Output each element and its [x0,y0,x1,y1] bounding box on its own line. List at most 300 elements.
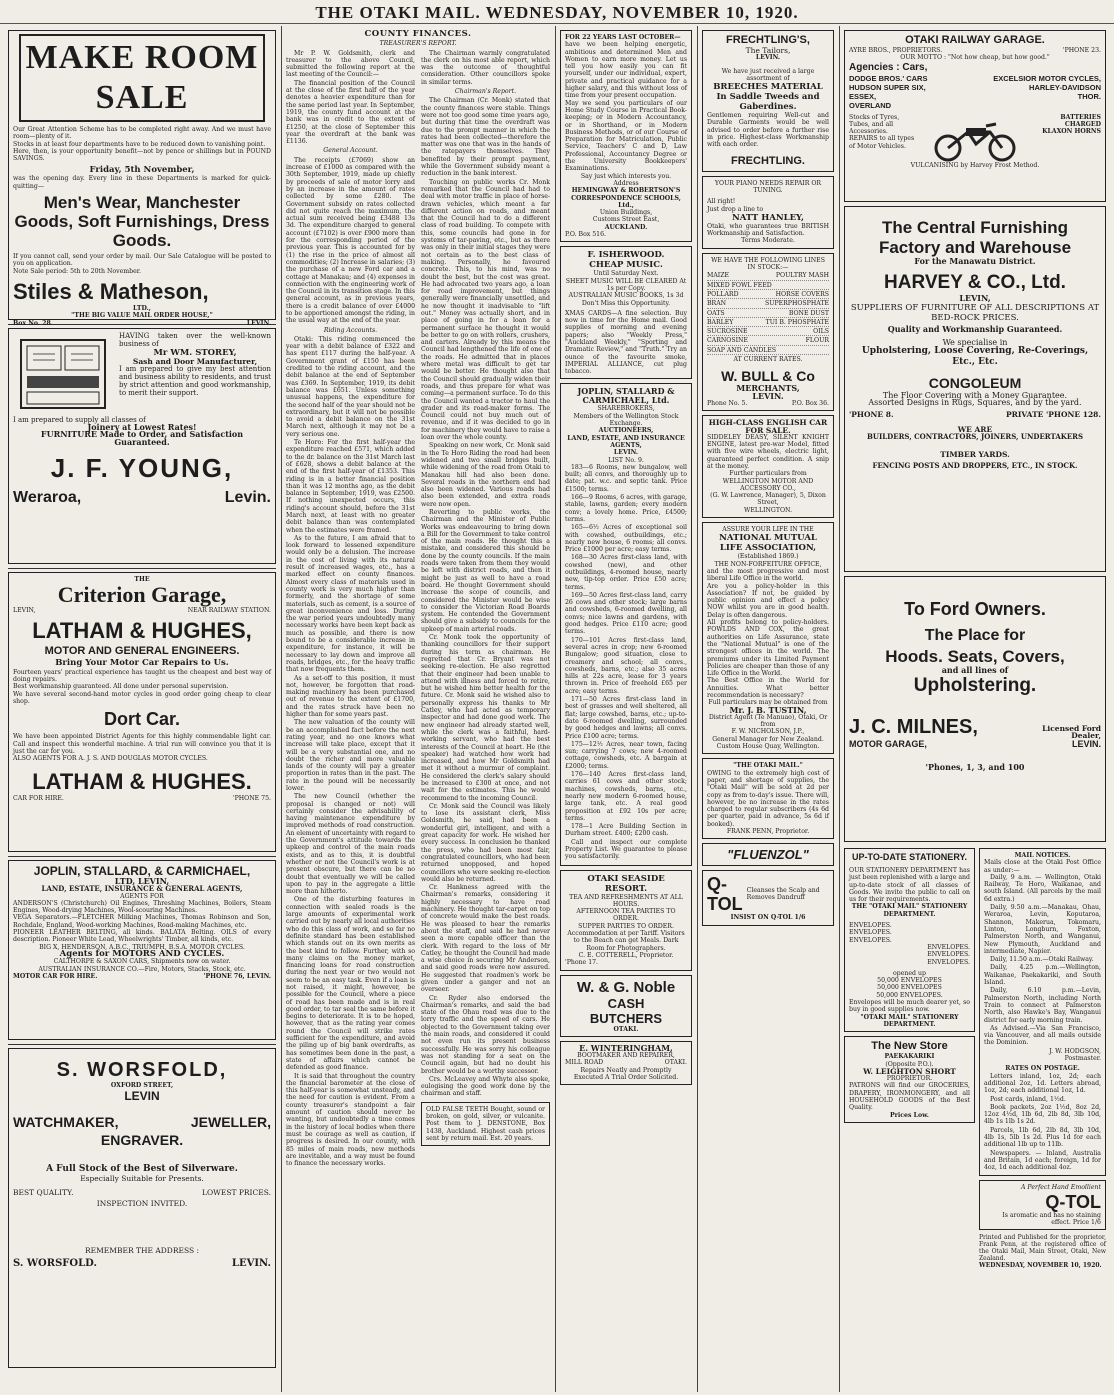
article-paragraph: Speaking on new work, Cr. Monk said in the Te Horo Riding the road had been widened and two small bridges built, while widening of the road from Otaki to Manakau hill had also been done. Several roads in the northern end had also been widened. Various roads had also been extended, and extra roads were now open. [421,442,550,508]
ad-text: All right! [707,198,736,206]
ad-text: ENVELOPES. [849,922,892,930]
ad-text: We have several second-hand motor cycles in good order going cheap to clear shop. [13,690,271,706]
mail-notices [979,848,1106,1176]
ad-text: Licensed Ford Dealer, [1042,723,1101,740]
ad-text: HAVING taken over the well-known business of [119,332,271,348]
town: OTAKI. [613,1025,639,1033]
column-2 [282,26,554,1392]
firm-name: W. & G. Noble [576,978,676,996]
ad-text: Upholstering, Loose Covering, Re-Coverings, Etc., Etc. [861,346,1089,368]
ad-text: "OTAKI MAIL" STATIONERY DEPARTMENT. [860,1013,959,1028]
property-listing: Call and inspect our complete Property List. We guarantee to please you satisfactorily. [565,838,687,861]
sale-goods: Men's Wear, Manchester Goods, Soft Furnishings, Dress Goods. [14,193,270,251]
firm-name: W. BULL & Co [721,368,815,385]
car-agencies [849,74,927,110]
noble-butchers-ad [560,975,692,1037]
slogan: "THE BIG VALUE MAIL ORDER HOUSE," [71,312,213,320]
column-5-lower-right [979,846,1106,1269]
address-row [13,973,271,980]
make-room-sale-ad [8,30,276,327]
ad-heading: To Ford Owners. [904,599,1046,619]
ad-text: PROPRIETOR. [886,1075,933,1083]
property-listing: 165—6½ Acres of exceptional soil with cowshed, outbuildings, etc.; nearly new house, 6 rooms; all convs. Price £1000 per acre; easy terms. [565,524,687,554]
ad-text: May we send you particulars of our Home Study Course in Practical Book-keeping; or in Modern Accountancy, or in Shorthand, or in Modern Business Methods, or of our Course of Preparation for Matriculation, Public Service, Teachers' C and D, Law Professional, Accountancy Degree or the University Bookkeepers' Examinations. [565,99,687,173]
town: LEVIN. [752,390,784,401]
ad-text: VEGA Separators.—FLETCHER Milking Machines, Thomas Robinson and Son, Rochdale, England, Wood-working Machines, Road-making Machines, etc. [13,914,271,929]
ad-heading: Dort Car. [103,709,181,730]
property-listing: 183—6 Rooms, new bungalow, well built; all convs, and thoroughly up to date; pat. w.c. and septic tank. Price £1500; terms. [565,463,687,493]
column-1 [4,26,280,1392]
phone: 'PHONE 75. [232,794,271,802]
stock-row [707,300,829,308]
stock-row [707,337,829,345]
stationery-ad [844,848,975,1032]
article-paragraph: Cr. Hankness agreed with the Chairman's remarks, considering it highly necessary to have road machinery. He thought tar-carpet on top of concrete would make the best roads. He was pleased to hear the remarks about the staff, and said he had never seen a more capable officer than the clerk. With regard to the loss of Mr Catley, he thought the Council had made a wise choice in securing Mr Anderson, and said good roads were now assured. He suggested that roadmen's work be given under a ganger and not an overseer. [421,884,550,994]
ad-text: MERCHANTS, [736,383,800,394]
address-row [13,488,271,508]
ad-text: We specialise in [942,337,1008,347]
natt-hanley-ad [702,176,834,249]
ad-text: Assorted Designs in Rugs, Squares, and by the yard. [868,398,1082,408]
article-column-right [421,50,550,1169]
address-row [565,1059,687,1066]
ad-text: MOTOR CAR FOR HIRE. [13,972,98,980]
ad-text: F. W. NICHOLSON, J.P., [731,728,805,736]
street: MILL ROAD [565,1059,604,1067]
stock-row [707,272,829,280]
ad-heading: Agencies : Cars, [849,61,928,73]
young-joinery-ad [8,328,276,564]
stock-item: SUCROSINE [707,328,748,336]
ad-text: AT CURRENT RATES. [733,356,803,364]
address-row [13,320,271,327]
firm-name: LATHAM & HUGHES. [32,768,252,794]
ad-text: LTD., [133,304,151,312]
article-paragraph: One of the disturbing features in connection with sealed roads is the large amounts of experimental work carried out by nearly all local authorities who do this class of work, and so far no definite standard has been established which stands out on its own merits as the best kind to follow. Further, with so many claims on the money market, financing loans for road construction during the next year or two would not seem to be an easy task. Even if a loan is not raised, it might, however, be possible for the Council, where a piece of road has been made and is in real good order, to tar seal the same before it begins to deteriorate. It is to be hoped, however, that as the rating year comes round the Council will strike rates sufficient for the expenditure, and avoid the piling up of big bank overdrafts, as has sometimes been done in the past, a state of affairs which cannot be defended as good finance. [286,896,415,1072]
column-5 [840,26,1110,1392]
ad-text: Terms Moderate. [741,237,795,245]
property-listing: 171—50 Acres first-class land in best of grasses and well sheltered, all flat; large cowshed, barns, etc.; up-to-date 6-roomed dwelling, surrounded by good hedges and lawns; all convs. Price £100 acre; terms. [565,696,687,740]
ad-heading: FOR 22 YEARS LAST OCTOBER— [565,34,681,41]
motorcycle-icon [930,114,1020,162]
ad-text: Repairs Neatly and Promptly Executed A Trial Order Solicited. [573,1066,679,1082]
frechtling-tailors-ad [702,30,834,172]
address: WELLINGTON. [743,506,793,514]
firm-name: JOPLIN, STALLARD & CARMICHAEL, Ltd. [577,386,675,406]
ad-text: 50,000 ENVELOPES [877,984,942,992]
isherwood-music-ad [560,246,692,379]
signature: FRANK PENN, Proprietor. [726,828,810,836]
ad-text: Members of the Wellington Stock Exchange. [573,412,679,428]
ad-text: KLAXON HORNS [1042,128,1101,136]
garage-row [849,739,1101,750]
ad-text: YOUR PIANO NEEDS REPAIR OR TUNING. [714,179,822,194]
ad-text: AUSTRALIAN INSURANCE CO.—Fire, Motors, Stacks, Stock, etc. [38,965,246,973]
ad-text: The Best Office in the World for Annuities. What better recommendation is necessary? [707,677,829,699]
ad-text: SUPPLIERS OF FURNITURE OF ALL DESCRIPTIONS AT BED-ROCK PRICES. [850,302,1100,323]
article-paragraph: As a set-off to this position, it must not, however, be forgotten that road-making machinery has been purchased out of revenue to the extent of £1700, and the rates struck have been no higher than for some years past. [286,674,415,719]
town: LEVIN [124,1089,160,1104]
garage-name: Criterion Garage, [57,582,227,608]
stock-item: BARLEY [707,318,734,326]
phone: Phone No. 5. [707,399,748,407]
worsfold-jeweller-ad [8,1048,276,1368]
imprint-date: WEDNESDAY, NOVEMBER 10, 1920. [978,1262,1102,1270]
firm-name: J. C. MILNES, [849,716,978,739]
firm-name: OTAKI SEASIDE RESORT. [587,873,665,894]
ad-text: Is aromatic and has no staining effect. Price 1/6 [1002,1211,1101,1227]
stock-item: OATS [707,309,725,317]
phone: 'Phone 17. [565,959,599,967]
ad-text: OUR STATIONERY DEPARTMENT has just been replenished with a large and up-to-date stock of all classes of Goods. We invite the public to call on us for their requirements. [849,867,970,904]
stock-row [707,291,829,299]
ad-text: THE [134,576,150,583]
agent-name: Mr. J. B. TUSTIN, [729,704,807,715]
q-tol-emollient-ad [979,1180,1106,1230]
article-paragraph: Cr. Monk said the Council was likely to lose its assistant clerk, Miss Goldsmith, he said, had been a wonderful girl, intelligent, and with a great capacity for work. He wished her every success. In conclusion he thanked the press, who had been most fair, congratulated councillors, who had been returned unopposed, and hoped councillors who were seeking re-election would also be returned. [421,802,550,883]
ad-text: BOOTMAKER AND REPAIRER, [577,1052,675,1060]
ad-heading: UP-TO-DATE STATIONERY. [851,852,967,862]
ad-text: LAND, ESTATE, INSURANCE & GENERAL AGENTS, [41,884,243,894]
ford-owners-ad [844,576,1106,842]
property-listing: 169—50 Acres first-class land, carry 26 cows and other stock; large barns and cowsheds, 6-roomed dwelling, all convs; nice lawns and gardens, with good hedges. Price £110 acre; good terms. [565,591,687,636]
postage-rate-item: Post cards, inland, 1½d. [989,1095,1066,1103]
mail-notice-item: Daily, 9.50 a.m.—Manakau, Ohau, Weraroa, Levin, Koputaroa, Shannon, Makerua, Tokomaru, Linton, Longburn, Foxton, Palmerston North, and Wanganui, New Plymouth, Auckland and intermediate, Napier. [983,904,1101,955]
ad-text: The Floor Covering with a Money Guarantee. [882,391,1068,401]
ad-text: Cleanses the Scalp and Removes Dandruff [746,887,820,902]
ad-text: We have been appointed District Agents for this highly commendable light car. Call and inspect this wonderful machine. A trial run will convince you that it is just the car for you. [13,733,271,755]
town: Weraroa, [13,488,82,506]
town: LEVIN. [246,319,271,327]
central-furnishing-ad [844,206,1106,572]
article-subhead: General Account. [323,147,378,155]
ad-text: Bring Your Motor Car Repairs to Us. [55,657,229,668]
ad-text: LOWEST PRICES. [202,1187,271,1197]
article-paragraph: The new Council (whether the proposal is changed or not) will certainly consider the advisability of having maintenance expenditure by improved methods of road construction. An element of uncertainty with regard to the Government's attitude towards the upkeep and control of the main roads exists, and as to this, it is doubtful whether or not the Council's work is at present obscure, but there can be no doubt that eventually we will be called upon to pay in the aggregate a little more than hitherto. [286,793,415,896]
ad-text: TEA AND REFRESHMENTS AT ALL HOURS. [569,893,683,908]
address: Customs Street East, [592,216,660,224]
location: NEAR RAILWAY STATION. [187,607,271,615]
fluenzol-ad [702,843,834,866]
ad-text: Gentlemen requiring Well-cut and Durable Garments would be well advised to order before a further rise in price. Highest-class Workmanship with each order. [707,112,829,149]
postage-rate-item: Parcels, 1lb 6d, 2lb 8d, 3lb 10d, 4lb 1s, 5lb 1s 2d. Plus 1d for each additional 1lb up to 11lb. [983,1126,1101,1149]
phone: 'PHONE 8. [849,409,894,419]
address: (G. W. Lawrence, Manager), 5, Dixon Street, [710,492,826,507]
ad-text: I am prepared to supply all classes of [13,416,146,424]
article-paragraph: The Chairman (Cr. Monk) stated that the county finances were stable. Things were not too good some time years ago, but during that time the overdraft was due to the prompt manner in which the rates had been collected—therefore the matter was one that was in the hands of the ratepayers themselves. They benefited by their prompt payment, while the Government subsidy meant a reduction in the bank interest. [421,97,550,178]
postage-list [984,1073,1101,1172]
ad-text: XMAS CARDS—A fine selection. Buy now in time for the Home mail. Good supplies of morning and evening papers; also "Weekly Press," "Auckland Weekly," "Sporting and Dramatic Review," and "Truth." Try an ounce of the favourite smoke, IMPERIAL ALLIANCE, cut plug tobacco. [565,309,687,376]
ad-text: (Established 1869.) [737,553,799,561]
ad-heading: Upholstering. [913,675,1037,697]
ad-text: ALSO AGENTS FOR A. J. S. AND DOUGLAS MOTOR CYCLES. [13,755,208,763]
article-paragraph: Te Horo: For the first half-year the expenditure reached £571, which added to the dr. balance on the 31st March last of £628, shows a debit balance at the end of the first half-year of £1353. This riding is in a better financial position than it was 12 months ago, as the debit balance in September, 1919, was £2500. If nothing unexpected occurs, this riding's account should, before the 31st March next, at least with no greater debit balance than was contemplated when the estimates were framed. [286,439,415,534]
stock-item: OILS [813,328,829,336]
ad-text: CAR FOR HIRE. [13,794,64,802]
motto: OUR MOTTO : "Not how cheap, but how good." [900,54,1050,62]
prop-row [849,47,1101,54]
article-subhead: Riding Accounts. [323,326,378,334]
trade: JEWELLER, [190,1114,271,1131]
property-listing: 166—9 Rooms, 6 acres, with garage, stable, lawns, garden; every modern conv; a lovely home. Price, £4500; terms. [565,494,687,523]
otaki-mail-notice [702,758,834,839]
ad-text: Further particulars from [729,470,807,478]
column-5-lower [844,846,1106,1269]
ad-text: BUILDERS, CONTRACTORS, JOINERS, UNDERTAKERS [866,432,1084,442]
ad-text: ANDERSON'S (Christchurch) Oil Engines, Threshing Machines, Boilers, Steam Engines, Wood-drying Machines, Wool-scouring Machines. [13,899,271,915]
ad-text: C. E. COTTERELL, Proprietor. [578,951,674,959]
article-body [286,50,550,1169]
firm-name: WELLINGTON MOTOR AND ACCESSORY CO., [722,477,814,492]
imprint: Printed and Published for the proprietor, Frank Penn, at the registered office of the Otaki Mail, Main Street, Otaki, New Zealand. [978,1234,1106,1263]
ad-text: PIONEER LEATHER BELTING, all kinds. BALATA Belting. OILS of every description. Pioneer White Lead, Wheelwrights' Timber, all kinds, etc. [13,929,271,944]
town: PAEKAKARIKI [884,1053,935,1061]
stock-item: MAIZE [707,272,730,280]
criterion-garage-ad [8,572,276,852]
ad-text: TIMBER YARDS. [940,449,1010,459]
divider [8,568,276,569]
town: LEVIN. [613,449,639,457]
correspondence-school-ad [560,30,692,242]
ad-text: have we been helping energetic, ambitious and determined Men and Women to earn more money. Let us tell you how easily you can fit yourself, under our individual, expert, private and practical guidance for a higher salary, and this without loss of time from your present occupation. [565,41,687,100]
stock-list [707,272,829,355]
ad-text: ENVELOPES. [927,958,970,966]
article-paragraph: Crs. McLeavey and Whyte also spoke, eulogising the good work done by the chairman and staff. [421,1075,550,1098]
ad-text: General Manager for New Zealand. Custom House Quay, Wellington. [712,735,824,751]
product-name: Q-TOL [1045,1191,1101,1212]
ad-text: Otaki, who guarantees true BRITISH Workmanship and Satisfaction. [707,222,829,238]
property-list [565,464,687,861]
ad-text: Until Saturday Next. [593,270,659,278]
ad-text: AUSTRALIAN MUSIC BOOKS, 1s 3d Don't Miss this Opportunity. [568,292,684,307]
ad-heading: Hoods. Seats, Covers, [885,647,1065,666]
ad-text: REPAIRS to all types of Motor Vehicles. [849,135,915,150]
joplin-property-ad [560,383,692,865]
ad-text: AYRE BROS., PROPRIETORS. [849,47,943,54]
mail-notice-item: As Advised.—Via San Francisco, via Vancouver, and all mails outside the Dominion. [983,1024,1101,1047]
address: AUCKLAND. [604,223,648,231]
ad-text: AFTERNOON TEA PARTIES TO ORDER. [576,908,676,923]
ad-text: SHEET MUSIC WILL BE CLEARED At 1s per Copy. [565,277,687,292]
mail-list [984,874,1101,1047]
firm-name: OTAKI RAILWAY GARAGE. [905,34,1045,46]
postage-rate-item: Book packets, 2oz 1½d, 8oz 2d, 12oz 4½d, 1lb 6d, 2lb 8d, 3lb 10d, 4lb 1s 1lb 1s 2d. [983,1103,1101,1126]
ad-heading: HIGH-CLASS ENGLISH CAR FOR SALE. [708,418,828,435]
ad-text: Our Great Attention Scheme has to be completed right away. And we must have room—plenty of it. [13,126,271,141]
ad-text: Say just which interests you. [580,172,672,180]
qtol-row [707,874,829,914]
article-paragraph: The Chairman warmly congratulated the clerk on his most able report, which was the outcome of thoughtful consideration. Other councillors spoke in similar terms. [421,49,550,86]
firm-name: HARVEY & CO., Ltd. [884,272,1066,294]
town: Levin. [224,488,271,506]
quality-row [13,1189,271,1196]
property-listing: 176—140 Acres first-class land, carries 61 cows and other stock; machines, cowsheds, barns, etc., nearly new modern 6-roomed house, large tank, etc. A real good proposition at £92 10s per acre; terms. [565,771,687,822]
ad-text: All profits belong to policy-holders. FOWLDS AND COX, the great authorities on Life Assurance, state the "National Mutual" is one of the strongest offices in the world. The premiums under its Limited Payment Policies are cheaper than those of any Life Office in the World. [707,619,829,678]
ad-text: Mr WM. STOREY, [153,348,237,358]
ad-text: The Tailors, [745,46,791,55]
car-agency: HUDSON SUPER SIX, [849,82,926,92]
ad-heading: "THE OTAKI MAIL." [733,762,803,770]
column-5-lower-left [844,846,975,1269]
street: OXFORD STREET, [110,1082,174,1089]
mail-notice-item: Daily, 4.25 p.m.—Wellington, Waikanae, Paekakariki, and South Island. [983,964,1101,987]
new-store-ad [844,1036,975,1123]
stock-row [707,310,829,318]
town: LEVIN, [959,293,991,304]
article-paragraph: It is said that throughout the country the financial barometer at the close of this half-year is somewhat unsteady, and the need for caution is evident. From a county treasurer's standpoint a fair amount of caution should never be wanting, but undoubtedly a time comes in the history of local bodies when there must be courage as well as caution, if progress is desired. In our county, with 85 miles of main roads, new methods are inevitable, and a way must be found to finance the necessary works. [286,1072,415,1168]
address-row [707,400,829,407]
ad-heading: CHEAP MUSIC. [589,260,663,271]
po-box: P.O. Box 36. [791,399,829,407]
ad-text: ENVELOPES. [849,929,892,937]
stock-item: POULTRY MASH [775,272,829,280]
firm-name: S. WORSFOLD. [13,1258,97,1270]
mail-notice-item: Daily, 6.10 p.m.—Levin, Palmerston North, including North Train to connect at Palmerston North, also Hawke's Bay, Wanganui district for early morning train. [983,987,1101,1024]
ad-heading: The New Store [871,1040,948,1053]
ad-text: A Perfect Hand Emollient [1021,1184,1101,1192]
ad-text: Address [613,179,639,187]
stock-row [707,347,829,355]
ad-text: Quality and Workmanship Guaranteed. [887,323,1063,334]
ad-heading: MAIL NOTICES. [1014,852,1071,859]
false-teeth-ad [421,1102,550,1146]
ad-text: INSPECTION INVITED. [96,1198,188,1208]
ad-text: THE NON-FORFEITURE OFFICE, [714,560,822,568]
stock-row [707,282,829,290]
article-subhead: Chairman's Report. [454,88,517,96]
ad-text: BATTERIES CHARGED [1060,113,1101,128]
ad-text: VULCANISING by Harvey Frost Method. [910,161,1040,169]
phones-row [849,411,1101,418]
address-row [13,1258,271,1270]
article-headline: COUNTY FINANCES. [364,29,472,39]
cycle-agency: EXCELSIOR MOTOR CYCLES, [993,73,1101,83]
ad-text: PATRONS will find our GROCERIES, DRAPERY, IRONMONGERY, and all HOUSEHOLD GOODS of the Best Quality. [849,1082,970,1112]
ad-text: opened up [893,969,926,977]
ad-text: BIG X, HENDERSON, A.B.C., TRIUMPH, B.S.A. MOTOR CYCLES. [39,943,245,951]
ad-text: MOTOR GARAGE, [849,739,927,750]
article-paragraph: Mr P. W. Goldsmith, clerk and treasurer to the above Council, submitted the following report at the last meeting of the Council:— [286,49,415,79]
town: LEVIN. [231,1258,271,1270]
english-car-sale-ad [702,415,834,518]
firm-name: F. ISHERWOOD. [587,250,665,261]
property-listing: 168—30 Acres first-class land, with cowshed (new), and other outbuildings, 4-roomed house, nearly new, tip-top order. Price £50 acre; terms. [565,554,687,591]
address-row [13,795,271,802]
ad-text: MOTOR AND GENERAL ENGINEERS. [44,644,240,657]
ad-text: SHAREBROKERS, [597,405,655,413]
ad-text: was the opening day. Every line in these Departments is marked for quick-quitting— [13,175,271,190]
column-4 [698,26,838,1392]
make-room-sale-title: MAKE ROOM SALE [19,34,265,122]
ad-text: SIDDELEY DEASY, SILENT KNIGHT ENGINE, latest pre-war Model, fitted with five wire wheels, electric light, guaranteed perfect condition. A snip at the money. [707,433,829,470]
stock-item: FLOUR [805,337,829,345]
firm-name: J. F. YOUNG, [50,452,234,483]
firm-name: NATT HANLEY, [732,212,804,223]
ad-text: Agents for MOTORS AND CYCLES. [59,948,225,959]
article-paragraph: The receipts (£7069) show an increase of £1000 as compared with the 30th September, 1919, made up chiefly by proceeds of sale of motor lorry and by an increase in the amount of rates collected by some £280. The Government subsidy on rates collected did not quite reach the maximum, the actual sum received being £3488 13s 3d. The expenditure charged to general account (£7102) is over £900 more than for the corresponding period of the previous year. This is accounted for by (1) the rise in the price of almost all commodities; (2) Increase in salaries; (3) the purchase of a new Ford car and a cottage at Manakau; and (4) expenses in connection with the engineering work of the Council in its transition stage. In this general account, as in previous years, there is a credit balance of over £4000 to be apportioned amongst the riding, in the usual way at the end of the year. [286,156,415,325]
article-paragraph: Cr. Monk took the opportunity of thanking councillors for their support during his term as chairman. He regretted that Cr. Bryant was not seeking re-election. He also regretted that their engineer had been unable to attend with illness and forced to retire, but he wished him better health for the future. Cr. Monk said he wished also to personally express his thanks to Mr Catley, who had acted as temporary inspector and had done good work. The new engineer had already started well, while the clerk was a faithful, hard-working servant, who had the best interests of the Council at heart. He (the speaker) had watched how work had increased, and how Mr Goldsmith had met it without a murmur of complaint. He considered the clerk's salary should be increased to £300 at once, and not wait for the estimates. This he would recommend to the incoming Council. [421,634,550,802]
stock-item: BONE DUST [788,309,829,317]
ad-text: THE "OTAKI MAIL" STATIONERY DEPARTMENT. [851,903,968,918]
ad-text: I am prepared to give my best attention and business ability to residents, and trust by strict attention and good workmanship, to merit their support. [119,365,271,398]
stock-item: MIXED FOWL FEED [707,281,772,289]
ad-heading: BUTCHERS [589,1010,663,1026]
ad-text: Stocks of Tyres, Tubes, and all Accessories. [849,113,900,136]
article-paragraph: The financial position of the Council at the close of the first half of the year denotes a heavier expenditure than for the same period last year. In September, 1919, the county fund account at the bank was in credit to the extent of £1250, at the close of September this year the overdraft at the bank was £1136. [286,79,415,146]
masthead: THE OTAKI MAIL. WEDNESDAY, NOVEMBER 10, 1920. [0,0,1114,24]
article-paragraph: As to the future, I am afraid that to look forward to lessened expenditure would only be a delusion. The increase in the cost of living with its natural result of increased wages, etc., has a marked effect on county finances. Almost every class of materials used in county work is very much higher than formerly, and the shortage of some materials, such as cement, is a source of great inconvenience and loss. During the war period years undoubtedly many necessary works have been kept back as much as possible, and there is now bound to be a considerable increase in expenditure, for instance, it will be necessary to lay down and improve all roads, bridges, etc., for the heavy traffic that now frequents them. [286,534,415,674]
car-agency: DODGE BROS.' CARS [849,73,928,83]
po-box: Box No. 28. [13,319,53,327]
winteringham-ad [560,1041,692,1085]
firm-name: FRECHTLING. [731,154,805,167]
stock-row [707,328,829,336]
property-listing: 178—1 Acre Building Section in Durham street. £400; £200 cash. [565,823,687,838]
ad-text: Especially Suitable for Presents. [80,1174,204,1184]
trades-row [13,1113,271,1131]
column-3 [556,26,696,1392]
ad-text: A Full Stock of the Best of Silverware. [46,1164,238,1175]
ad-text: SUPPER PARTIES TO ORDER. Accommodation at per Tariff. Visitors to the Beach can get Meals. Dark Room for Photographers. [567,922,685,952]
ad-heading: The Place for [924,627,1026,644]
services-right [1031,114,1101,162]
ad-text: Stocks in at least four departments have to be reduced down to vanishing point. [13,140,266,148]
article-column-left [286,50,415,1169]
ad-text: If you cannot call, send your order by mail. Our Sale Catalogue will be posted to you on application. [13,253,271,268]
ad-text: 50,000 ENVELOPES [877,977,942,985]
ad-text: Mails close at the Otaki Post Office as under:— [983,859,1101,874]
ad-text: WE ARE [957,425,993,435]
milnes-row [849,715,1101,739]
ad-text: LIST No. 9. [608,456,644,464]
stock-item: TUI B. PHOSPHATE [765,318,829,326]
po-box: P.O. Box 516. [565,231,607,239]
ad-text: FENCING POSTS AND DROPPERS, ETC., IN STOCK. [872,460,1078,470]
ad-text: FURNITURE Made to Order, and Satisfaction Guaranteed. [40,429,244,447]
ad-heading: RATES ON POSTAGE. [1005,1065,1080,1073]
property-listing: 170—101 Acres first-class land, several acres in crop; new 6-roomed Bungalow; good situation, close to creamery and school; all convs., cowsheds, barns, etc.; also 35 acres hills at 22s acre, lease for 3 years thrown in. Price of freehold £65 per acre; easy terms. [565,636,687,695]
q-tol-scalp-ad [702,870,834,925]
ad-text: and the most progressive and most liberal Life Office in the world. [707,567,829,583]
ad-text: District Agent (Te Manuao), Otaki, Or from [708,713,828,729]
car-agency: OVERLAND [849,100,892,110]
ad-text: LTD, LEVIN, [114,876,170,886]
ad-text: LAND, ESTATE, AND INSURANCE AGENTS, [567,434,685,449]
ad-heading: BREECHES MATERIAL In Saddle Tweeds and Gaberdines. [713,82,823,113]
article-paragraph: Reverting to public works, the Chairman and the Minister of Public Works was endeavouring to bring down a Bill for the Government to take control of the main roads. He thought this a mistake, and considered this should be done by the county councils. If the main roads were taken from them they would be left with district roads, and then it might be just as well to have a road board. He thought Government should increase the scope of councils, and considered the Minister would be wise to consider the Victorian Road Boards system. He contended the Government should give a subsidy to councils for the upkeep of main arterial roads. [421,509,550,633]
ad-text: Joinery at Lowest Rates! [87,422,197,432]
ad-text: For the Manawatu District. [914,256,1036,266]
sale-date: Friday, 5th November, [89,165,195,176]
car-agency: ESSEX, [849,91,877,101]
ad-text: REMEMBER THE ADDRESS : [85,1246,199,1256]
firm-name: LATHAM & HUGHES, [32,617,252,643]
firm-name: E. WINTERINGHAM, [579,1042,673,1053]
stock-item: BRAN [707,300,727,308]
ad-text: AUCTIONEERS, [598,427,654,435]
ad-text: WE HAVE THE FOLLOWING LINES IN STOCK:— [711,256,825,272]
national-mutual-ad [702,522,834,754]
town: OTAKI. [664,1059,687,1067]
firm-name: Stiles & Matheson, [13,278,209,304]
ad-text: Just drop a line to [707,205,764,213]
phone: 'PHONE 76, LEVIN. [203,972,271,980]
ad-heading: CASH [607,995,645,1011]
divider [8,1044,276,1045]
article-paragraph: Touching on public works Cr. Monk remarked that the Council had had to deal with motor traffic in place of horse-drawn vehicles, which meant a far different action on roads, and meant that the Council had to do a different class of road building. To compete with this, some councils had gone in for systems of tar-paving, etc., but as there was only in their initial stages they were not certain as to the best class of making. Personally, he favoured concrete. This, to his mind, was no doubt the best, but the cost was great. He had advocated two years ago, a loan for road improvement, but things generally were financially unsettled, and he now thought it inadvisable to "lift out." Money was actually short, and in place of going in for a loan for a permanent surface he thought it would be better to go on with rollers, crushers, and carters. Already by this means the Council had lengthened the life of one of the roads. He admitted that in places where metal was difficult to get tar would be better. He thought also that the Council should gradually widen their roads, and thus prepare for what was coming—a permanent surface. To do this the Council wanted a tractor to haul the grader and its road-maker forms. The Council could not buy much out of revenue, and if it was decided to go in for machinery they would have to raise a loan over the whole county. [421,178,550,442]
mail-notice-item: Daily, 9 a.m. — Wellington, Otaki Railway, Te Horo, Waikanae, and south Island. (All parcels by the mail 6d extra.) [983,873,1101,903]
address-row [13,607,271,614]
